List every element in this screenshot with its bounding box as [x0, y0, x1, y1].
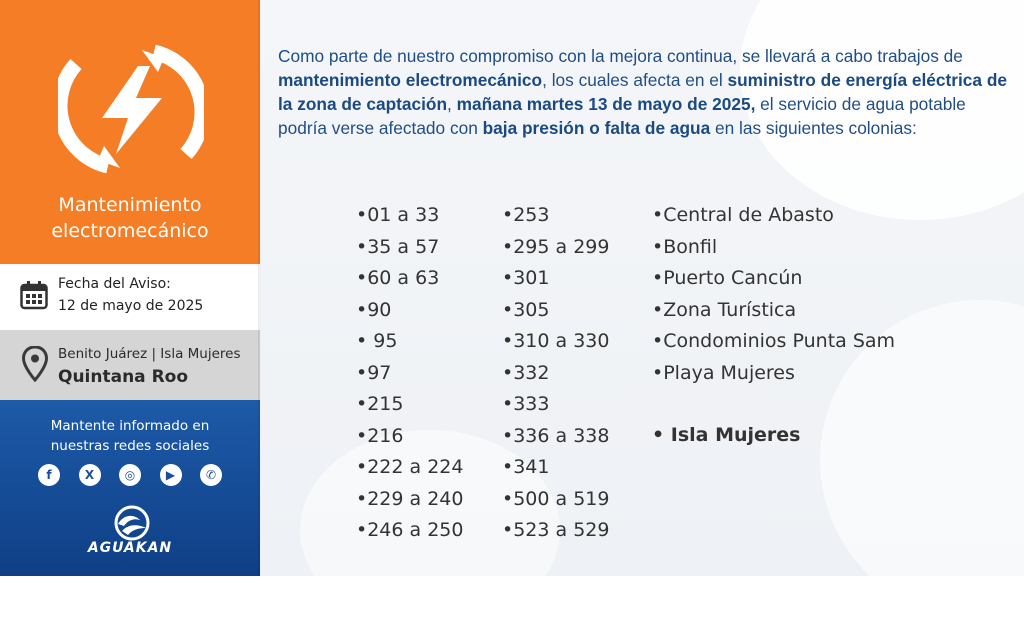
electricity-icon	[58, 36, 204, 182]
list-item: •215	[356, 393, 404, 415]
list-item: •Bonfil	[652, 235, 718, 258]
intro-text: Como parte de nuestro compromiso con la mejora continua, se llevará a cabo trabajos de	[278, 46, 963, 66]
brand-name: AGUAKAN	[87, 540, 173, 556]
list-item: •336 a 338	[502, 424, 610, 447]
social-heading-line1: Mantente informado en	[50, 418, 210, 434]
location-pin-icon	[22, 346, 48, 386]
list-item: •523 a 529	[502, 519, 610, 541]
list-item: •Zona Turística	[652, 298, 797, 321]
social-links	[38, 464, 222, 486]
list-item: •305	[502, 298, 550, 321]
intro-text: en las siguientes colonias:	[710, 118, 917, 138]
sidebar-shadow	[258, 0, 261, 576]
list-item: •295 a 299	[502, 235, 610, 258]
list-item: •Playa Mujeres	[652, 361, 795, 384]
list-item: •500 a 519	[502, 487, 610, 510]
social-heading-line2: nuestras redes sociales	[50, 438, 210, 454]
list-item: •90	[356, 298, 392, 321]
list-item: •341	[502, 456, 550, 478]
page-title	[0, 192, 260, 244]
municipalities: Benito Juárez | Isla Mujeres	[58, 346, 241, 362]
list-item: •301	[502, 267, 550, 289]
colonias-column-1	[356, 200, 463, 547]
list-item: •35 a 57	[356, 235, 440, 258]
list-item: •01 a 33	[356, 204, 440, 226]
intro-bold: baja presión o falta de agua	[482, 118, 711, 138]
list-item: •Central de Abasto	[652, 204, 834, 226]
whatsapp-icon[interactable]: ✆	[200, 464, 222, 486]
list-item: •Condominios Punta Sam	[652, 330, 896, 352]
state-name: Quintana Roo	[58, 367, 189, 387]
intro-paragraph	[278, 44, 1008, 140]
youtube-icon[interactable]: ▶	[160, 464, 182, 486]
list-item: •333	[502, 393, 550, 415]
intro-text: el servicio de agua potable podría verse afectado con	[278, 94, 966, 138]
colonias-column-3	[652, 200, 895, 389]
colonias-column-2	[502, 200, 609, 547]
list-item: •216	[356, 424, 404, 447]
list-item: •229 a 240	[356, 487, 464, 510]
list-item: •Puerto Cancún	[652, 267, 803, 289]
list-item: •253	[502, 204, 550, 226]
page-title-line1: Mantenimiento	[58, 194, 202, 216]
sidebar	[0, 0, 260, 576]
intro-bold: mantenimiento electromecánico	[278, 70, 543, 90]
list-item: •310 a 330	[502, 330, 610, 352]
page-title-line2: electromecánico	[51, 220, 209, 242]
intro-bold: suministro de energía eléctrica de la zona de captación	[278, 70, 1008, 114]
intro-bold: mañana martes 13 de mayo de 2025,	[456, 94, 756, 114]
list-item: •246 a 250	[356, 519, 464, 541]
list-item: •60 a 63	[356, 267, 440, 289]
intro-text: ,	[447, 94, 457, 114]
intro-text: , los cuales afecta en el	[542, 70, 728, 90]
aguakan-logo-icon	[110, 504, 154, 542]
list-item: •97	[356, 361, 392, 384]
instagram-icon[interactable]: ◎	[119, 464, 141, 486]
list-item: •332	[502, 361, 550, 384]
facebook-icon[interactable]: f	[38, 464, 60, 486]
isla-mujeres-item: • Isla Mujeres	[652, 424, 801, 446]
list-item: •222 a 224	[356, 456, 464, 478]
social-heading	[0, 416, 260, 456]
x-icon[interactable]: X	[79, 464, 101, 486]
notice-date-label: Fecha del Aviso:	[58, 276, 171, 292]
calendar-icon	[20, 280, 48, 314]
notice-date-value: 12 de mayo de 2025	[58, 298, 204, 314]
list-item: • 95	[356, 330, 398, 352]
